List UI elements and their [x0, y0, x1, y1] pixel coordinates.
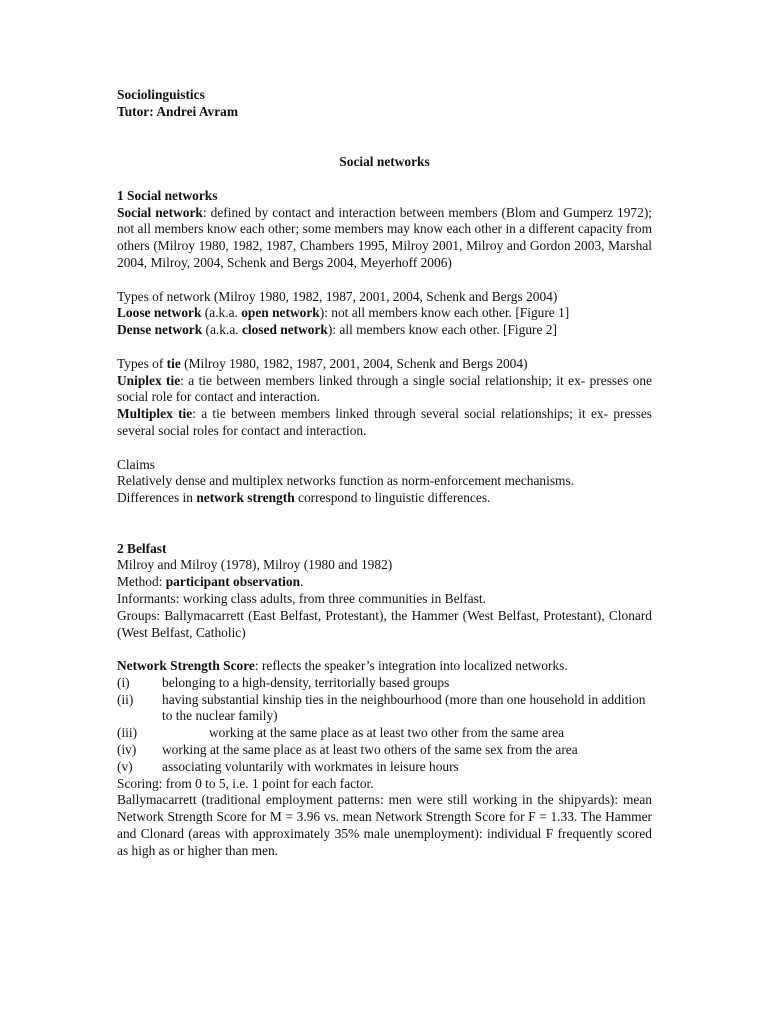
informants-line: Informants: working class adults, from three communities in Belfast. [117, 590, 486, 606]
term-closed-network: closed network [241, 322, 328, 338]
dense-network-text: ): all members know each other. [Figure 2] [327, 322, 557, 338]
claim-2 [117, 490, 652, 507]
social-network-text: : defined by contact and interaction between members (Blom and Gumperz 1972); not all members know each other; some members may know each other in a different capacity from others (Milroy 1980, 1982, 1987, Chambers 1995, Milroy 2001, Milroy and Gordon 2003, Marshal 2004, Milroy, 2004, Schenk and Bergs 2004, Meyerhoff 2006) [117, 204, 652, 270]
claims-heading: Claims [117, 456, 155, 472]
claim-2-prefix: Differences in [117, 490, 197, 506]
factor-item [117, 675, 652, 692]
term-participant-observation: participant observation [165, 574, 301, 590]
claim-2-text: correspond to linguistic differences. [294, 490, 491, 506]
scoring-line: Scoring: from 0 to 5, i.e. 1 point for each factor. [117, 775, 374, 791]
term-open-network: open network [241, 305, 320, 321]
factor-item [117, 692, 652, 726]
multiplex-tie-definition [117, 406, 652, 440]
claim-1: Relatively dense and multiplex networks function as norm-enforcement mechanisms. [117, 473, 575, 489]
social-network-definition [117, 205, 652, 272]
uniplex-tie-text: : a tie between members linked through a single social relationship; it ex- presses one social role for contact and interaction. [117, 372, 652, 405]
types-of-tie-refs: (Milroy 1980, 1982, 1987, 2001, 2004, Schenk and Bergs 2004) [180, 355, 528, 371]
dense-network-definition [117, 322, 652, 339]
dense-aka: (a.k.a. [202, 322, 242, 338]
term-network-strength-score: Network Strength Score [117, 658, 255, 674]
uniplex-tie-definition [117, 373, 652, 407]
factor-text: working at the same place as at least two others of the same sex from the area [162, 742, 578, 758]
network-strength-score-definition [117, 658, 652, 675]
term-social-network: Social network [117, 204, 203, 220]
document-body [117, 87, 652, 860]
factor-number: (iv) [117, 742, 137, 758]
term-tie: tie [166, 355, 181, 371]
factor-item [117, 742, 652, 759]
factor-number: (i) [117, 674, 130, 690]
loose-network-definition [117, 305, 652, 322]
factor-text: having substantial kinship ties in the neighbourhood (more than one household in addition to the nuclear family) [162, 691, 646, 724]
course-name: Sociolinguistics [117, 87, 205, 102]
factor-number: (v) [117, 758, 133, 774]
term-dense-network: Dense network [117, 322, 203, 338]
types-of-tie [117, 356, 652, 373]
term-loose-network: Loose network [117, 305, 202, 321]
method-period: . [300, 574, 304, 590]
term-network-strength: network strength [196, 490, 295, 506]
factor-item [117, 759, 652, 776]
belfast-references: Milroy and Milroy (1978), Milroy (1980 and 1982) [117, 557, 393, 573]
network-strength-score-text: : reflects the speaker’s integration into localized networks. [254, 658, 568, 674]
factor-number: (iii) [117, 725, 138, 741]
term-uniplex-tie: Uniplex tie [117, 372, 181, 388]
method-prefix: Method: [117, 574, 166, 590]
results-paragraph: Ballymacarrett (traditional employment patterns: men were still working in the shipyards): mean Network Strength Score for M = 3.96 vs. mean Network Strength Score for F = 1.33. The Hammer and Clonard (areas with approximately 35% male unemployment): individual F frequently scored as high as or higher than men. [117, 792, 652, 858]
document-title: Social networks [339, 154, 430, 170]
loose-aka: (a.k.a. [201, 305, 242, 321]
factor-number: (ii) [117, 691, 134, 707]
section-1-heading: 1 Social networks [117, 187, 218, 203]
factor-item [117, 725, 652, 742]
factor-text: belonging to a high-density, territorially based groups [162, 674, 450, 690]
types-of-tie-prefix: Types of [117, 355, 167, 371]
types-of-network: Types of network (Milroy 1980, 1982, 1987, 2001, 2004, Schenk and Bergs 2004) [117, 288, 558, 304]
factor-text: working at the same place as at least two other from the same area [209, 725, 565, 741]
term-multiplex-tie: Multiplex tie [117, 406, 193, 422]
tutor-name: Tutor: Andrei Avram [117, 103, 239, 119]
factor-text: associating voluntarily with workmates in leisure hours [162, 758, 459, 774]
method-line [117, 574, 652, 591]
multiplex-tie-text: : a tie between members linked through several social relationships; it ex- presses several social roles for contact and interaction. [117, 406, 652, 438]
loose-network-text: ): not all members know each other. [Figure 1] [319, 305, 570, 321]
groups-line: Groups: Ballymacarrett (East Belfast, Protestant), the Hammer (West Belfast, Protestant), Clonard (West Belfast, Catholic) [117, 607, 652, 640]
section-2-heading: 2 Belfast [117, 540, 167, 556]
